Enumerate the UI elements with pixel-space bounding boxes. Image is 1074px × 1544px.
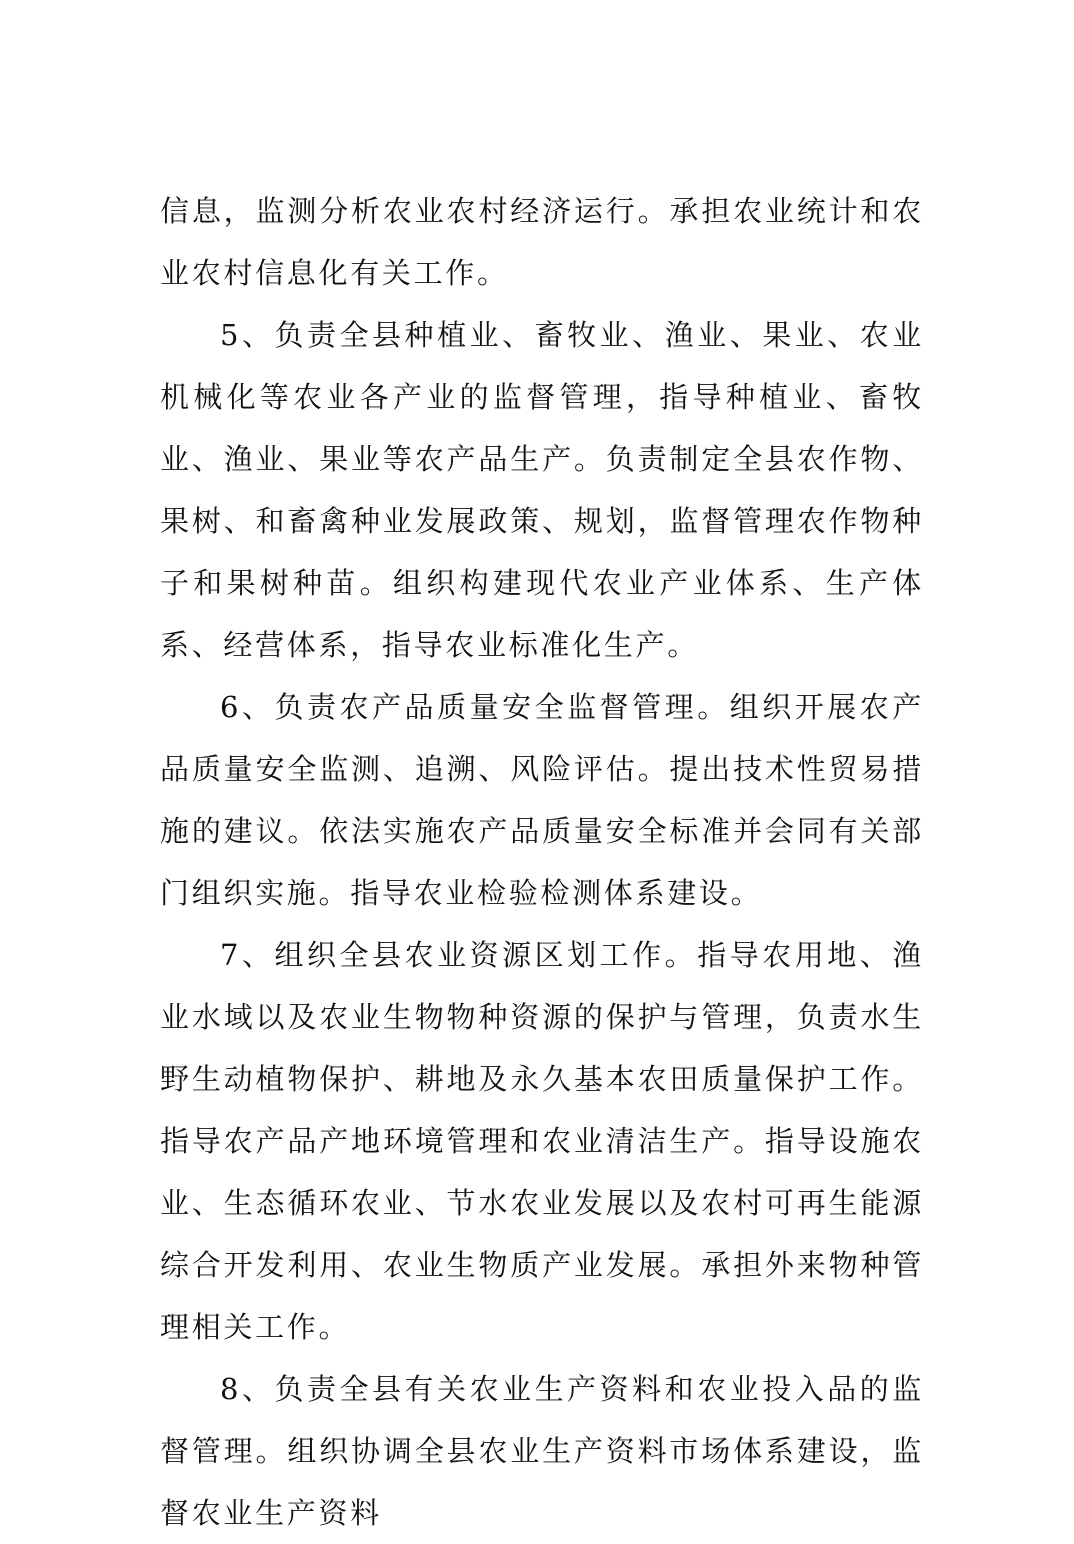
document-body: [160, 180, 924, 1544]
paragraph-item-8: 8、负责全县有关农业生产资料和农业投入品的监督管理。组织协调全县农业生产资料市场体系建设，监督农业生产资料: [160, 1372, 924, 1530]
paragraph-continuation: 信息，监测分析农业农村经济运行。承担农业统计和农业农村信息化有关工作。: [160, 194, 924, 290]
paragraph-item-7: 7、组织全县农业资源区划工作。指导农用地、渔业水域以及农业生物物种资源的保护与管理，负责水生野生动植物保护、耕地及永久基本农田质量保护工作。指导农产品产地环境管理和农业清洁生产。指导设施农业、生态循环农业、节水农业发展以及农村可再生能源综合开发利用、农业生物质产业发展。承担外来物种管理相关工作。: [160, 938, 924, 1344]
paragraph-item-6: 6、负责农产品质量安全监督管理。组织开展农产品质量安全监测、追溯、风险评估。提出技术性贸易措施的建议。依法实施农产品质量安全标准并会同有关部门组织实施。指导农业检验检测体系建设。: [160, 690, 924, 910]
paragraph-item-5: 5、负责全县种植业、畜牧业、渔业、果业、农业机械化等农业各产业的监督管理，指导种植业、畜牧业、渔业、果业等农产品生产。负责制定全县农作物、果树、和畜禽种业发展政策、规划，监督管理农作物种子和果树种苗。组织构建现代农业产业体系、生产体系、经营体系，指导农业标准化生产。: [160, 318, 924, 662]
